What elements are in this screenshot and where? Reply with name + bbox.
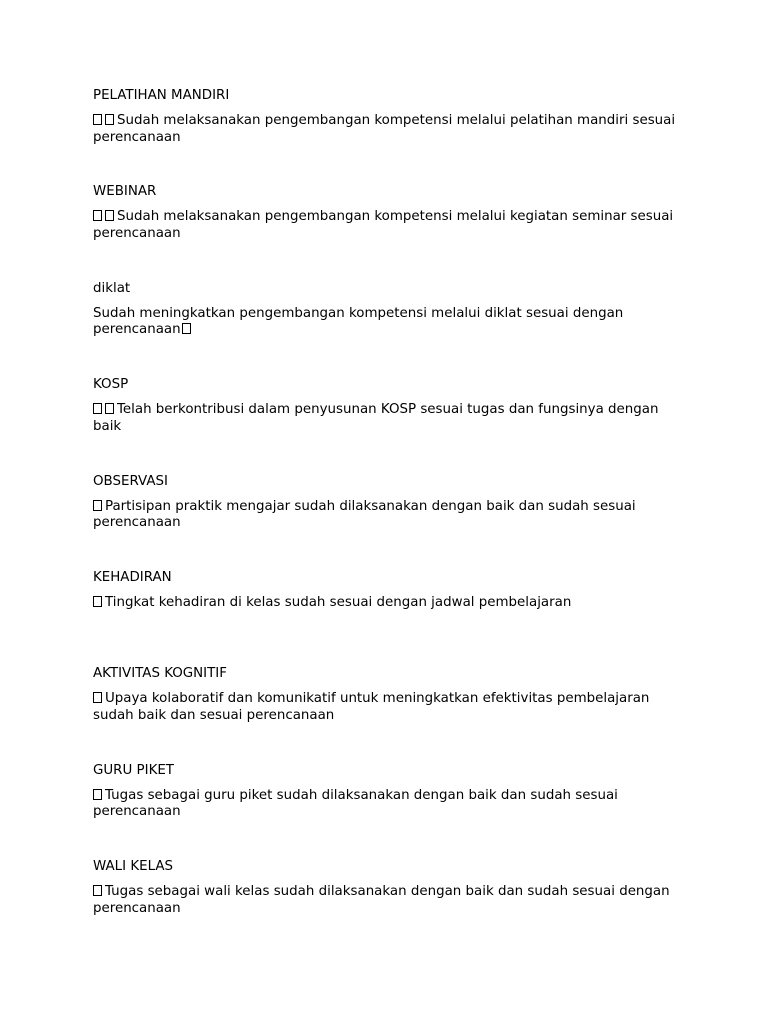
section-body [93,209,683,242]
section-text: Sudah melaksanakan pengembangan kompetensi melalui pelatihan mandiri sesuai perencanaan [93,113,676,145]
section-wali-kelas [93,858,693,954]
section-text: Tingkat kehadiran di kelas sudah sesuai dengan jadwal pembelajaran [105,594,572,610]
section-guru-piket [93,762,693,858]
section-body [93,499,683,532]
section-text: Tugas sebagai guru piket sudah dilaksanakan dengan baik dan sudah sesuai perencanaan [93,787,618,820]
missing-glyph-icon [93,210,102,221]
section-heading: OBSERVASI [93,473,168,489]
section-heading: diklat [93,280,131,296]
section-text: Sudah melaksanakan pengembangan kompetensi melalui kegiatan seminar sesuai perencanaan [93,209,674,241]
section-aktivitas-kognitif [93,665,693,761]
section-text: Sudah meningkatkan pengembangan kompetensi melalui diklat sesuai dengan perencanaan [93,305,624,338]
section-body [93,788,683,821]
document-page [93,87,693,955]
missing-glyph-icon [93,596,102,607]
section-text: Telah berkontribusi dalam penyusunan KOSP sesuai tugas dan fungsinya dengan baik [93,402,659,434]
section-text: Tugas sebagai wali kelas sudah dilaksanakan dengan baik dan sudah sesuai dengan perencanaan [93,884,670,916]
section-observasi [93,473,693,569]
section-body [93,595,683,612]
section-heading: AKTIVITAS KOGNITIF [93,666,227,682]
missing-glyph-icon [105,114,114,125]
missing-glyph-icon [93,885,102,896]
missing-glyph-icon [93,114,102,125]
section-body [93,113,683,146]
section-body [93,884,683,917]
section-heading: KOSP [93,377,129,393]
section-text: Upaya kolaboratif dan komunikatif untuk meningkatkan efektivitas pembelajaran sudah baik dan sesuai perencanaan [93,691,650,723]
section-body [93,402,683,435]
section-kosp [93,376,693,472]
missing-glyph-icon [182,323,191,334]
section-heading: KEHADIRAN [93,569,172,585]
missing-glyph-icon [93,403,102,414]
section-body [93,306,683,339]
missing-glyph-icon [93,789,102,800]
section-webinar [93,183,693,279]
section-kehadiran [93,569,693,665]
missing-glyph-icon [105,210,114,221]
missing-glyph-icon [105,403,114,414]
section-body [93,691,683,724]
section-heading: GURU PIKET [93,762,174,778]
section-heading: PELATIHAN MANDIRI [93,88,230,103]
section-diklat [93,280,693,376]
section-pelatihan-mandiri [93,87,693,183]
section-heading: WEBINAR [93,184,157,200]
section-heading: WALI KELAS [93,859,174,875]
section-text: Partisipan praktik mengajar sudah dilaksanakan dengan baik dan sudah sesuai perencanaan [93,498,636,531]
missing-glyph-icon [93,500,102,511]
missing-glyph-icon [93,692,102,703]
